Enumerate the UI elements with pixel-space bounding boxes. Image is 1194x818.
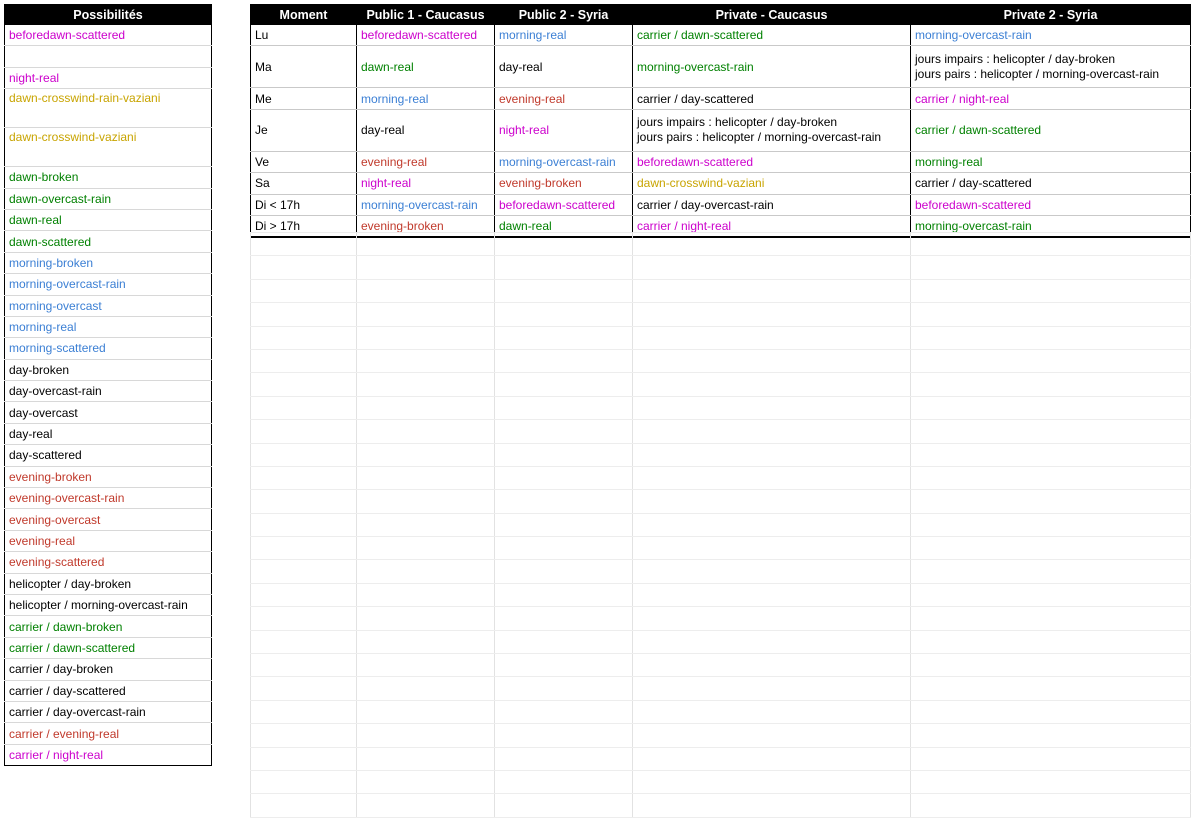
schedule-moment-cell[interactable]: Me (251, 88, 357, 109)
empty-cell[interactable] (251, 326, 357, 349)
schedule-moment-cell[interactable]: Di < 17h (251, 194, 357, 215)
possibility-row[interactable] (5, 680, 212, 701)
empty-cell[interactable] (357, 677, 495, 700)
possibility-row[interactable] (5, 445, 212, 466)
schedule-mission-cell[interactable]: morning-overcast-rain (911, 25, 1191, 46)
schedule-row[interactable] (251, 46, 1191, 88)
possibility-cell[interactable]: carrier / night-real (5, 744, 212, 765)
empty-row[interactable] (251, 443, 1191, 466)
schedule-moment-cell[interactable]: Ma (251, 46, 357, 88)
schedule-mission-cell[interactable]: evening-broken (357, 215, 495, 237)
empty-cell[interactable] (495, 256, 633, 279)
empty-cell[interactable] (251, 303, 357, 326)
empty-row[interactable] (251, 279, 1191, 302)
possibility-row[interactable] (5, 402, 212, 423)
empty-cell[interactable] (633, 630, 911, 653)
schedule-mission-cell[interactable]: day-real (357, 109, 495, 151)
empty-cell[interactable] (911, 513, 1191, 536)
empty-cell[interactable] (633, 349, 911, 372)
possibility-cell[interactable]: evening-scattered (5, 552, 212, 573)
possibility-row[interactable] (5, 552, 212, 573)
empty-cell[interactable] (495, 349, 633, 372)
possibilities-header-row (5, 5, 212, 25)
empty-cell[interactable] (633, 443, 911, 466)
empty-cell[interactable] (251, 420, 357, 443)
possibility-row[interactable] (5, 46, 212, 67)
empty-cell[interactable] (911, 537, 1191, 560)
schedule-mission-cell[interactable]: beforedawn-scattered (911, 194, 1191, 215)
empty-cell[interactable] (911, 654, 1191, 677)
schedule-mission-cell[interactable]: morning-overcast-rain (911, 215, 1191, 237)
schedule-header-cell: Public 2 - Syria (495, 5, 633, 25)
possibility-cell[interactable]: dawn-crosswind-vaziani (5, 128, 212, 167)
empty-cell[interactable] (357, 466, 495, 489)
schedule-mission-cell[interactable]: carrier / night-real (911, 88, 1191, 109)
possibility-cell[interactable]: beforedawn-scattered (5, 25, 212, 46)
possibility-row[interactable] (5, 188, 212, 209)
schedule-row[interactable] (251, 194, 1191, 215)
possibility-row[interactable] (5, 25, 212, 46)
empty-cell[interactable] (251, 607, 357, 630)
empty-cell[interactable] (911, 233, 1191, 256)
empty-cell[interactable] (495, 466, 633, 489)
schedule-mission-cell[interactable]: morning-real (911, 151, 1191, 172)
possibility-cell[interactable]: morning-overcast (5, 295, 212, 316)
possibility-row[interactable] (5, 488, 212, 509)
schedule-mission-cell[interactable]: carrier / dawn-scattered (633, 25, 911, 46)
empty-row[interactable] (251, 560, 1191, 583)
possibility-row[interactable] (5, 637, 212, 658)
empty-cell[interactable] (251, 349, 357, 372)
empty-cell[interactable] (633, 560, 911, 583)
empty-row[interactable] (251, 256, 1191, 279)
empty-row[interactable] (251, 513, 1191, 536)
empty-cell[interactable] (495, 303, 633, 326)
possibilities-body (5, 25, 212, 766)
empty-cell[interactable] (251, 630, 357, 653)
empty-cell[interactable] (911, 373, 1191, 396)
empty-cell[interactable] (251, 677, 357, 700)
schedule-mission-cell[interactable]: evening-broken (495, 173, 633, 194)
empty-cell[interactable] (633, 279, 911, 302)
possibility-row[interactable] (5, 466, 212, 487)
possibility-row[interactable] (5, 573, 212, 594)
possibility-cell[interactable]: carrier / evening-real (5, 723, 212, 744)
empty-cell[interactable] (251, 373, 357, 396)
schedule-row[interactable] (251, 109, 1191, 151)
empty-cell[interactable] (633, 654, 911, 677)
empty-cell[interactable] (633, 373, 911, 396)
empty-cell[interactable] (633, 513, 911, 536)
schedule-body (251, 25, 1191, 238)
possibility-cell[interactable]: dawn-overcast-rain (5, 188, 212, 209)
possibility-cell[interactable]: morning-broken (5, 252, 212, 273)
empty-row[interactable] (251, 747, 1191, 770)
empty-cell[interactable] (357, 279, 495, 302)
empty-row[interactable] (251, 373, 1191, 396)
empty-cell[interactable] (911, 490, 1191, 513)
empty-cell[interactable] (251, 794, 357, 817)
schedule-mission-cell[interactable] (633, 109, 911, 151)
empty-cell[interactable] (633, 794, 911, 817)
empty-cell[interactable] (251, 537, 357, 560)
schedule-mission-cell[interactable]: carrier / day-scattered (911, 173, 1191, 194)
empty-cell[interactable] (633, 724, 911, 747)
empty-cell[interactable] (495, 490, 633, 513)
empty-cell[interactable] (251, 396, 357, 419)
empty-cell[interactable] (633, 396, 911, 419)
empty-cell[interactable] (357, 233, 495, 256)
schedule-mission-cell[interactable]: evening-real (357, 151, 495, 172)
column-gap-spacer (214, 4, 246, 734)
empty-cell[interactable] (911, 747, 1191, 770)
possibility-cell[interactable]: helicopter / morning-overcast-rain (5, 594, 212, 615)
empty-cell[interactable] (911, 303, 1191, 326)
possibility-cell[interactable]: carrier / dawn-scattered (5, 637, 212, 658)
empty-cell[interactable] (633, 303, 911, 326)
empty-cell[interactable] (251, 279, 357, 302)
possibility-cell[interactable]: carrier / day-scattered (5, 680, 212, 701)
empty-cell[interactable] (357, 373, 495, 396)
possibility-row[interactable] (5, 509, 212, 530)
empty-cell[interactable] (633, 326, 911, 349)
schedule-mission-cell[interactable]: beforedawn-scattered (495, 194, 633, 215)
empty-cell[interactable] (495, 396, 633, 419)
schedule-mission-cell[interactable]: morning-overcast-rain (495, 151, 633, 172)
empty-row[interactable] (251, 630, 1191, 653)
empty-cell[interactable] (251, 443, 357, 466)
possibility-row[interactable] (5, 167, 212, 188)
empty-cell[interactable] (357, 537, 495, 560)
schedule-mission-cell[interactable] (911, 46, 1191, 88)
empty-cell[interactable] (495, 560, 633, 583)
empty-row[interactable] (251, 466, 1191, 489)
empty-cell[interactable] (251, 233, 357, 256)
empty-cell[interactable] (357, 490, 495, 513)
empty-cell[interactable] (911, 326, 1191, 349)
empty-cell[interactable] (357, 560, 495, 583)
schedule-moment-cell[interactable]: Lu (251, 25, 357, 46)
schedule-header-cell: Moment (251, 5, 357, 25)
empty-cell[interactable] (911, 770, 1191, 793)
possibility-row[interactable] (5, 231, 212, 252)
possibility-row[interactable] (5, 252, 212, 273)
schedule-row[interactable] (251, 151, 1191, 172)
empty-cell[interactable] (251, 466, 357, 489)
possibility-cell[interactable]: day-scattered (5, 445, 212, 466)
empty-cell[interactable] (911, 396, 1191, 419)
schedule-mission-cell[interactable]: carrier / dawn-scattered (911, 109, 1191, 151)
possibility-cell[interactable]: day-overcast-rain (5, 381, 212, 402)
possibility-cell[interactable]: carrier / day-broken (5, 659, 212, 680)
empty-cell[interactable] (495, 677, 633, 700)
empty-cell[interactable] (495, 420, 633, 443)
empty-row[interactable] (251, 396, 1191, 419)
possibility-row[interactable] (5, 316, 212, 337)
empty-cell[interactable] (911, 443, 1191, 466)
empty-cell[interactable] (251, 490, 357, 513)
multi-line-value-row: jours impairs : helicopter / day-broken (637, 115, 838, 130)
empty-cell[interactable] (357, 303, 495, 326)
empty-row[interactable] (251, 794, 1191, 817)
empty-row[interactable] (251, 490, 1191, 513)
empty-cell[interactable] (357, 420, 495, 443)
empty-row[interactable] (251, 770, 1191, 793)
possibility-cell[interactable]: evening-broken (5, 466, 212, 487)
empty-cell[interactable] (357, 770, 495, 793)
schedule-mission-cell[interactable]: carrier / night-real (633, 215, 911, 237)
empty-cell[interactable] (357, 747, 495, 770)
empty-cell[interactable] (251, 654, 357, 677)
schedule-moment-cell[interactable]: Ve (251, 151, 357, 172)
empty-cell[interactable] (911, 724, 1191, 747)
empty-row[interactable] (251, 607, 1191, 630)
empty-cell[interactable] (495, 513, 633, 536)
possibility-cell[interactable]: day-real (5, 423, 212, 444)
possibility-cell[interactable]: carrier / dawn-broken (5, 616, 212, 637)
possibility-cell[interactable]: morning-overcast-rain (5, 274, 212, 295)
empty-row[interactable] (251, 420, 1191, 443)
possibility-row[interactable] (5, 338, 212, 359)
empty-cell[interactable] (357, 513, 495, 536)
empty-cell[interactable] (357, 724, 495, 747)
empty-cell[interactable] (911, 583, 1191, 606)
schedule-mission-cell[interactable]: carrier / day-overcast-rain (633, 194, 911, 215)
empty-cell[interactable] (495, 654, 633, 677)
schedule-mission-cell[interactable]: morning-real (357, 88, 495, 109)
possibility-cell[interactable]: helicopter / day-broken (5, 573, 212, 594)
empty-cell[interactable] (495, 794, 633, 817)
schedule-mission-cell[interactable]: evening-real (495, 88, 633, 109)
possibility-cell[interactable] (5, 46, 212, 67)
empty-cell[interactable] (495, 770, 633, 793)
multi-line-value (637, 115, 906, 145)
empty-row[interactable] (251, 700, 1191, 723)
empty-cell[interactable] (251, 770, 357, 793)
empty-cell[interactable] (251, 724, 357, 747)
schedule-mission-cell[interactable]: beforedawn-scattered (633, 151, 911, 172)
empty-cell[interactable] (357, 794, 495, 817)
possibility-row[interactable] (5, 744, 212, 765)
schedule-mission-cell[interactable]: day-real (495, 46, 633, 88)
empty-cell[interactable] (357, 630, 495, 653)
empty-cell[interactable] (911, 256, 1191, 279)
possibility-row[interactable] (5, 530, 212, 551)
possibility-row[interactable] (5, 423, 212, 444)
empty-row[interactable] (251, 233, 1191, 256)
empty-cell[interactable] (251, 583, 357, 606)
possibilities-table (4, 4, 212, 766)
possibility-row[interactable] (5, 209, 212, 230)
possibility-cell[interactable]: morning-real (5, 316, 212, 337)
schedule-moment-cell[interactable]: Di > 17h (251, 215, 357, 237)
empty-row[interactable] (251, 583, 1191, 606)
empty-cell[interactable] (357, 443, 495, 466)
empty-cell[interactable] (251, 700, 357, 723)
schedule-header-cell: Private - Caucasus (633, 5, 911, 25)
possibility-row[interactable] (5, 295, 212, 316)
schedule-mission-cell[interactable]: beforedawn-scattered (357, 25, 495, 46)
empty-cell[interactable] (911, 794, 1191, 817)
empty-cell[interactable] (495, 700, 633, 723)
empty-cell[interactable] (633, 700, 911, 723)
empty-cell[interactable] (633, 233, 911, 256)
empty-cell[interactable] (357, 583, 495, 606)
possibility-row[interactable] (5, 128, 212, 167)
empty-cell[interactable] (495, 583, 633, 606)
schedule-mission-cell[interactable]: morning-overcast-rain (357, 194, 495, 215)
multi-line-value (915, 52, 1186, 82)
empty-cell[interactable] (251, 256, 357, 279)
schedule-moment-cell[interactable]: Je (251, 109, 357, 151)
empty-cell[interactable] (633, 537, 911, 560)
empty-row[interactable] (251, 349, 1191, 372)
empty-cell[interactable] (911, 349, 1191, 372)
possibility-cell[interactable]: day-overcast (5, 402, 212, 423)
empty-cell[interactable] (357, 349, 495, 372)
multi-line-value-row: jours pairs : helicopter / morning-overcast-rain (637, 130, 882, 145)
multi-line-value-row: jours impairs : helicopter / day-broken (915, 51, 1116, 66)
empty-cell[interactable] (495, 607, 633, 630)
possibility-row[interactable] (5, 659, 212, 680)
empty-cell[interactable] (911, 677, 1191, 700)
empty-row[interactable] (251, 677, 1191, 700)
schedule-header-cell: Private 2 - Syria (911, 5, 1191, 25)
empty-cell[interactable] (495, 326, 633, 349)
possibility-row[interactable] (5, 274, 212, 295)
schedule-mission-cell[interactable]: morning-real (495, 25, 633, 46)
empty-cell[interactable] (633, 256, 911, 279)
empty-cell[interactable] (357, 396, 495, 419)
possibility-row[interactable] (5, 723, 212, 744)
empty-cell[interactable] (495, 724, 633, 747)
empty-cell[interactable] (251, 513, 357, 536)
empty-cell[interactable] (495, 373, 633, 396)
schedule-mission-cell[interactable]: night-real (495, 109, 633, 151)
schedule-mission-cell[interactable]: dawn-real (495, 215, 633, 237)
empty-cell[interactable] (633, 747, 911, 770)
schedule-row[interactable] (251, 25, 1191, 46)
possibility-cell[interactable]: evening-overcast-rain (5, 488, 212, 509)
empty-cell[interactable] (357, 700, 495, 723)
empty-cell[interactable] (911, 466, 1191, 489)
possibility-cell[interactable]: carrier / day-overcast-rain (5, 701, 212, 722)
empty-row[interactable] (251, 303, 1191, 326)
schedule-mission-cell[interactable]: carrier / day-scattered (633, 88, 911, 109)
possibility-cell[interactable]: dawn-crosswind-rain-vaziani (5, 89, 212, 128)
possibility-row[interactable] (5, 359, 212, 380)
schedule-row[interactable] (251, 88, 1191, 109)
possibility-cell[interactable]: dawn-scattered (5, 231, 212, 252)
empty-cell[interactable] (357, 607, 495, 630)
empty-grid-body (251, 233, 1191, 818)
multi-line-value-row: jours pairs : helicopter / morning-overcast-rain (915, 66, 1160, 81)
empty-row[interactable] (251, 537, 1191, 560)
empty-cell[interactable] (251, 747, 357, 770)
empty-cell[interactable] (911, 607, 1191, 630)
possibility-row[interactable] (5, 67, 212, 88)
empty-cell[interactable] (357, 256, 495, 279)
schedule-header-cell: Public 1 - Caucasus (357, 5, 495, 25)
empty-cell[interactable] (911, 560, 1191, 583)
possibility-row[interactable] (5, 89, 212, 128)
possibility-cell[interactable]: night-real (5, 67, 212, 88)
empty-cell[interactable] (911, 630, 1191, 653)
empty-row[interactable] (251, 326, 1191, 349)
possibility-cell[interactable]: dawn-broken (5, 167, 212, 188)
possibility-row[interactable] (5, 594, 212, 615)
schedule-mission-cell[interactable]: morning-overcast-rain (633, 46, 911, 88)
empty-cell[interactable] (633, 770, 911, 793)
empty-cell[interactable] (495, 443, 633, 466)
schedule-header-row (251, 5, 1191, 25)
empty-cell[interactable] (633, 466, 911, 489)
empty-cell[interactable] (911, 700, 1191, 723)
possibility-row[interactable] (5, 701, 212, 722)
empty-grid-area (250, 232, 1191, 818)
empty-cell[interactable] (633, 677, 911, 700)
empty-cell[interactable] (633, 607, 911, 630)
empty-cell[interactable] (911, 420, 1191, 443)
empty-cell[interactable] (495, 747, 633, 770)
possibility-cell[interactable]: day-broken (5, 359, 212, 380)
possibility-row[interactable] (5, 381, 212, 402)
possibilities-header-cell: Possibilités (5, 5, 212, 25)
schedule-mission-cell[interactable]: night-real (357, 173, 495, 194)
possibility-cell[interactable]: morning-scattered (5, 338, 212, 359)
possibility-cell[interactable]: evening-real (5, 530, 212, 551)
schedule-mission-cell[interactable]: dawn-real (357, 46, 495, 88)
schedule-row[interactable] (251, 173, 1191, 194)
empty-cell[interactable] (633, 420, 911, 443)
empty-cell[interactable] (495, 233, 633, 256)
empty-cell[interactable] (357, 326, 495, 349)
empty-cell[interactable] (633, 490, 911, 513)
empty-cell[interactable] (911, 279, 1191, 302)
empty-cell[interactable] (495, 279, 633, 302)
possibility-row[interactable] (5, 616, 212, 637)
empty-cell[interactable] (495, 537, 633, 560)
empty-row[interactable] (251, 724, 1191, 747)
empty-cell[interactable] (251, 560, 357, 583)
schedule-moment-cell[interactable]: Sa (251, 173, 357, 194)
possibility-cell[interactable]: dawn-real (5, 209, 212, 230)
schedule-mission-cell[interactable]: dawn-crosswind-vaziani (633, 173, 911, 194)
empty-cell[interactable] (495, 630, 633, 653)
possibility-cell[interactable]: evening-overcast (5, 509, 212, 530)
schedule-table (250, 4, 1191, 238)
empty-cell[interactable] (633, 583, 911, 606)
empty-cell[interactable] (357, 654, 495, 677)
empty-row[interactable] (251, 654, 1191, 677)
